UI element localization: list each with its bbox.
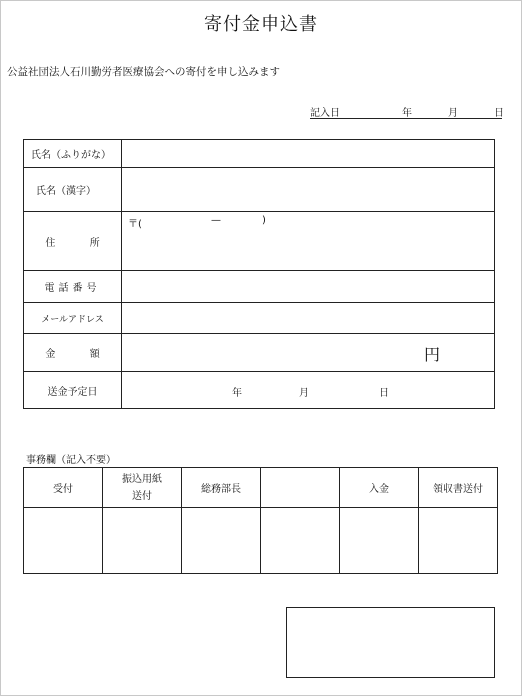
office-header-blank: [261, 468, 340, 508]
entry-date-line: [310, 104, 502, 119]
postal-mark: 〒(: [128, 219, 142, 230]
application-form-table: [23, 139, 495, 409]
amount-unit: 円: [424, 345, 441, 364]
amount-field[interactable]: [122, 334, 495, 372]
phone-label: 電話番号: [24, 271, 122, 303]
office-header-transfer-slip: 振込用紙 送付: [103, 468, 182, 508]
name-kana-field[interactable]: [122, 140, 495, 168]
postal-close: ): [262, 215, 266, 226]
office-header-receipt: 受付: [24, 468, 103, 508]
amount-label-1: 金: [45, 349, 56, 360]
page-title: 寄付金申込書: [204, 14, 318, 35]
postal-dash: —: [211, 215, 221, 226]
name-kana-label: 氏名（ふりがな）: [24, 140, 122, 168]
row-phone: [24, 271, 495, 303]
row-amount: [24, 334, 495, 372]
entry-date-day: 日: [494, 108, 504, 119]
office-header-general-manager: 総務部長: [182, 468, 261, 508]
amount-label-2: 額: [89, 349, 100, 360]
name-kanji-label: 氏名（漢字）: [24, 168, 122, 212]
entry-date-year: 年: [402, 108, 412, 119]
phone-field[interactable]: [122, 271, 495, 303]
entry-date-month: 月: [448, 108, 458, 119]
address-field[interactable]: [122, 212, 495, 271]
row-name-kanji: [24, 168, 495, 212]
address-label-1: 住: [45, 237, 56, 249]
transfer-year: 年: [232, 388, 242, 399]
name-kanji-field[interactable]: [122, 168, 495, 212]
email-label: メールアドレス: [24, 303, 122, 334]
intro-text: 公益社団法人石川勤労者医療協会への寄付を申し込みます: [7, 66, 280, 78]
office-header-payment: 入金: [340, 468, 419, 508]
office-header-receipt-sent: 領収書送付: [419, 468, 498, 508]
office-use-table: [23, 467, 498, 574]
transfer-date-field[interactable]: [122, 372, 495, 409]
stamp-box[interactable]: [286, 607, 495, 678]
office-cell-blank[interactable]: [261, 508, 340, 574]
address-label: [24, 212, 122, 271]
transfer-date-label: 送金予定日: [24, 372, 122, 409]
address-label-2: 所: [89, 237, 100, 249]
transfer-month: 月: [299, 388, 309, 399]
office-stamp-row: [24, 508, 498, 574]
transfer-day: 日: [379, 388, 389, 399]
office-header-row: [24, 468, 498, 508]
row-email: [24, 303, 495, 334]
row-name-kana: [24, 140, 495, 168]
office-cell-receipt[interactable]: [24, 508, 103, 574]
office-cell-payment[interactable]: [340, 508, 419, 574]
email-field[interactable]: [122, 303, 495, 334]
amount-label: [24, 334, 122, 372]
office-cell-transfer-slip[interactable]: [103, 508, 182, 574]
office-cell-general-manager[interactable]: [182, 508, 261, 574]
entry-date-label: 記入日: [310, 108, 340, 119]
row-transfer-date: [24, 372, 495, 409]
office-cell-receipt-sent[interactable]: [419, 508, 498, 574]
row-address: [24, 212, 495, 271]
office-use-label: 事務欄（記入不要）: [26, 455, 116, 466]
